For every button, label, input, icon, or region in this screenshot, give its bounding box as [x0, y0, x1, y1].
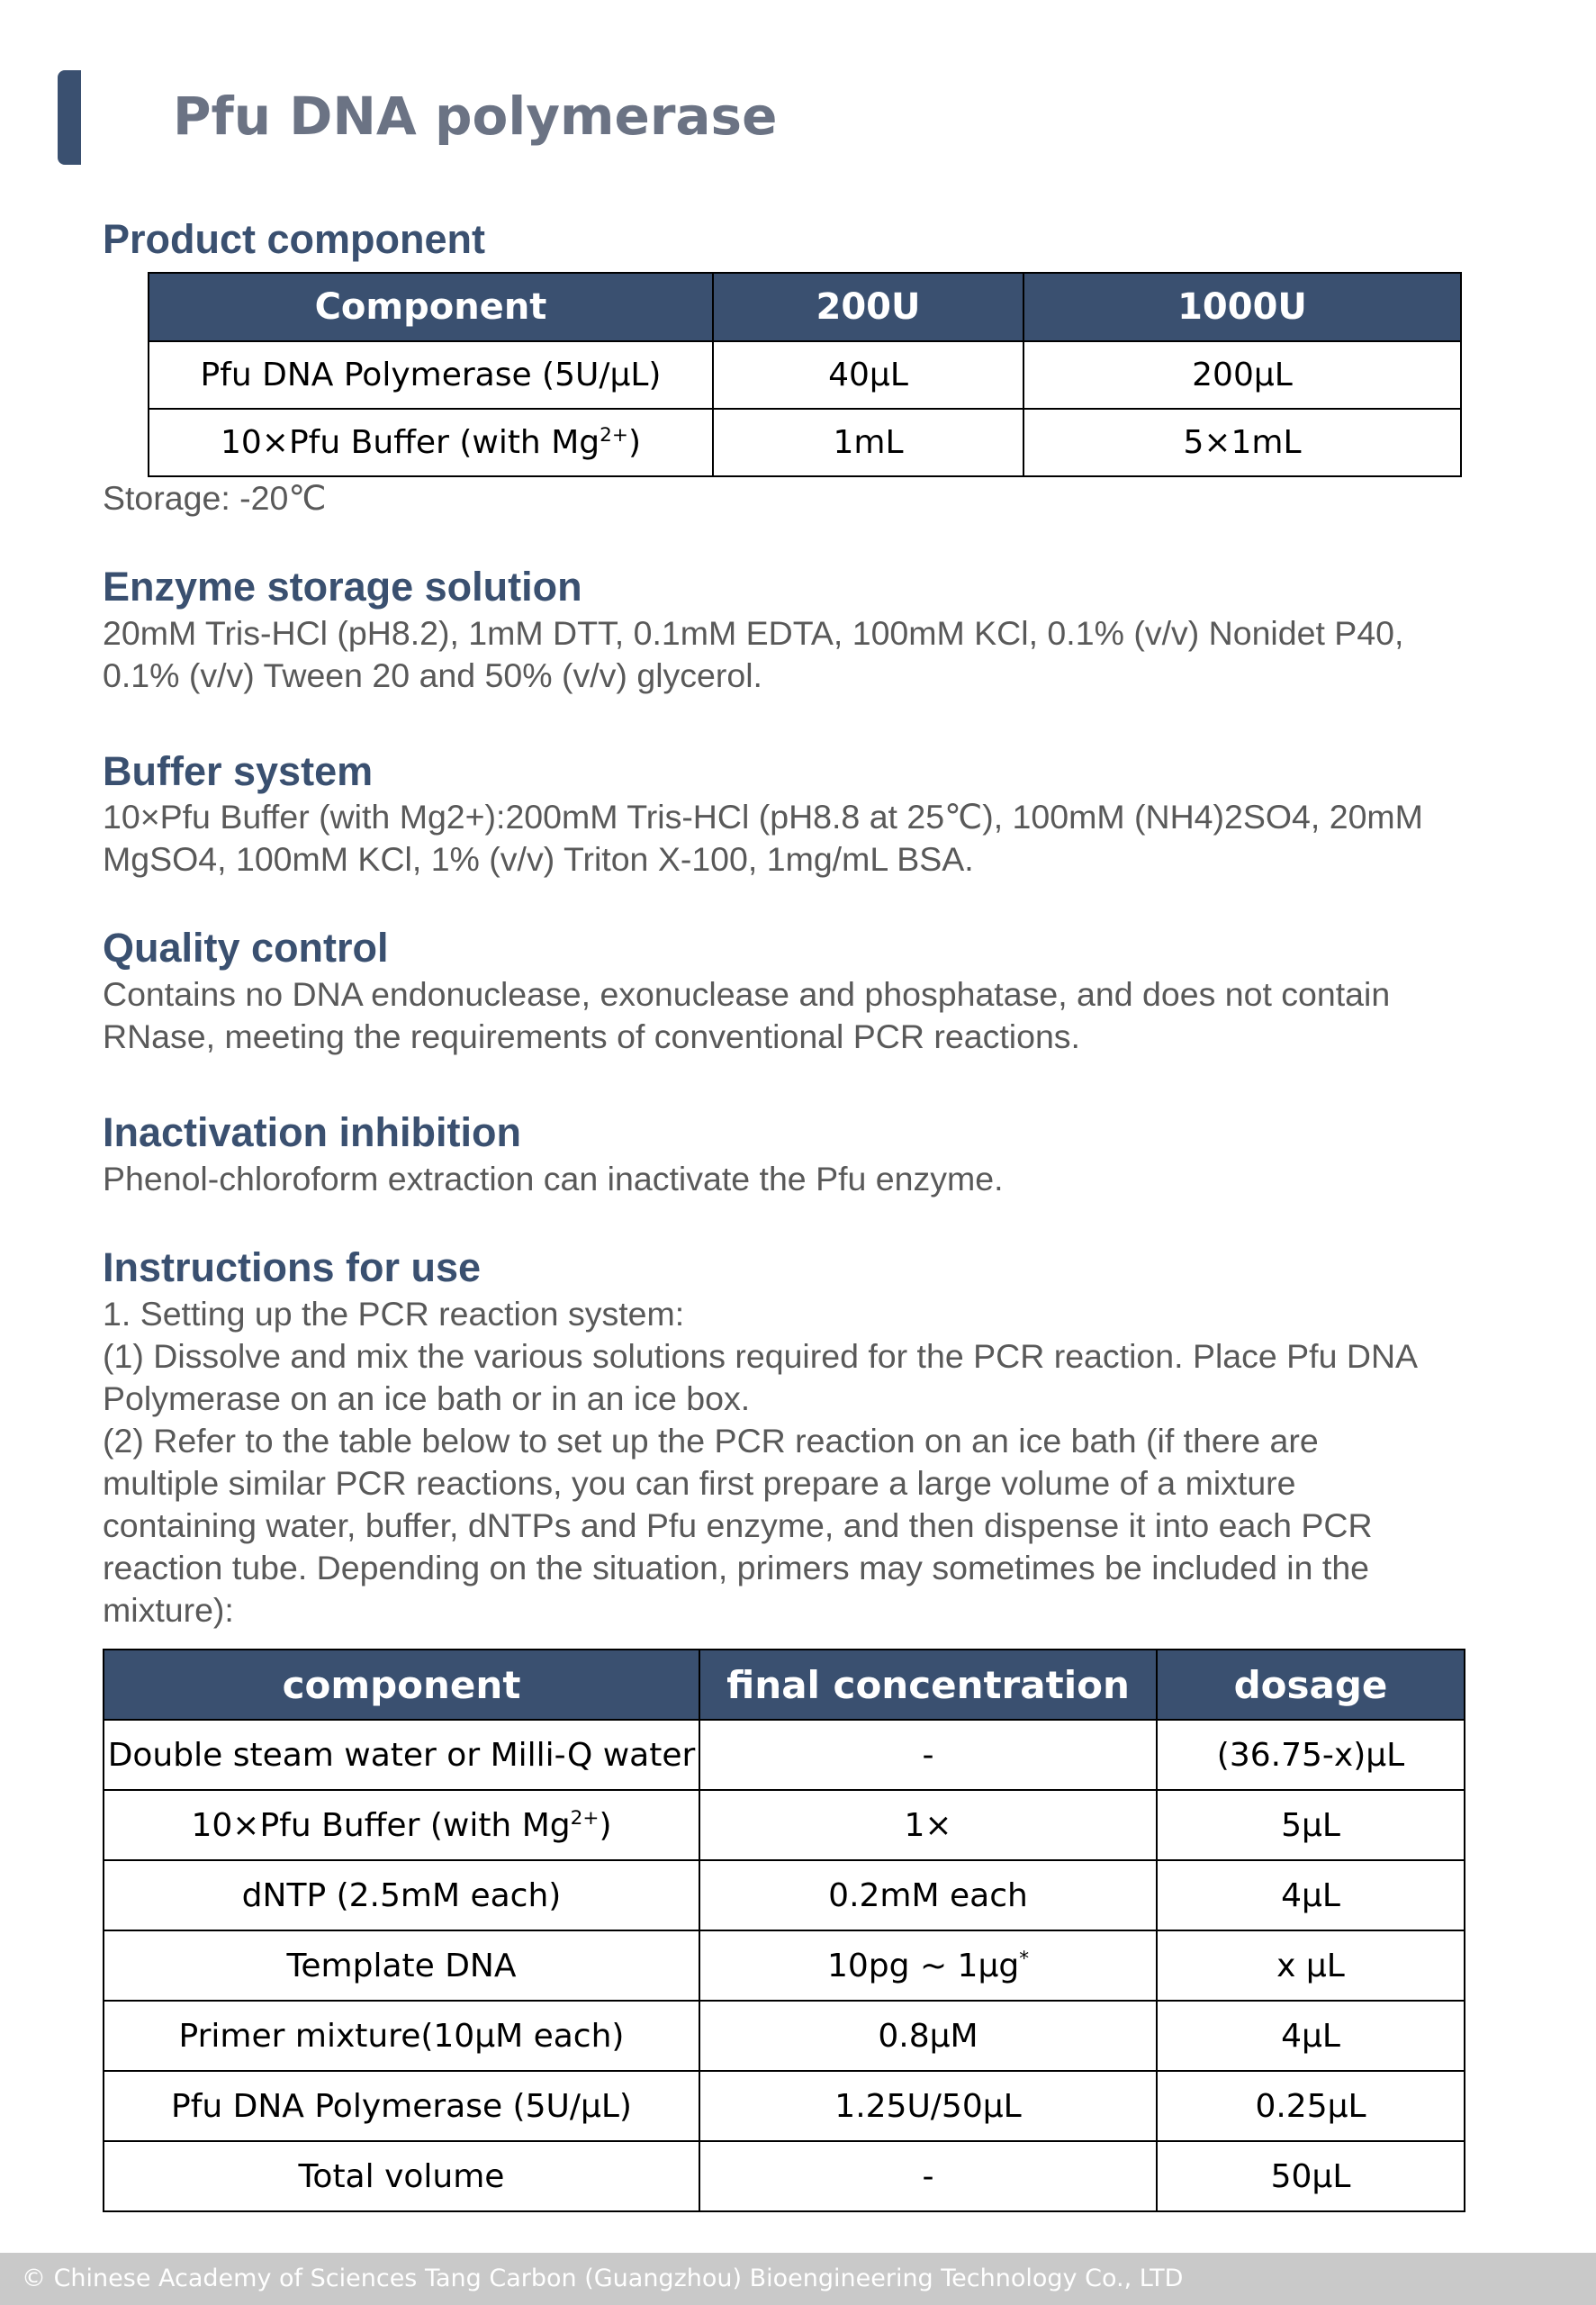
inactivation-heading: Inactivation inhibition [103, 1109, 521, 1155]
buffer-system-text: 10×Pfu Buffer (with Mg2+):200mM Tris-HCl (pH8.8 at 25℃), 100mM (NH4)2SO4, 20mM MgSO4, 100mM KCl, 1% (v/v) Triton X-100, 1mg/mL BSA. [103, 798, 1423, 878]
component-cell: dNTP (2.5mM each) [104, 1860, 699, 1930]
component-cell: Double steam water or Milli-Q water [104, 1720, 699, 1790]
concentration-cell: - [699, 2141, 1157, 2211]
table-header-row [149, 273, 1461, 341]
table-row [104, 2141, 1465, 2211]
table-row [149, 341, 1461, 409]
dosage-cell: x μL [1157, 1930, 1465, 2001]
table-row [104, 2071, 1465, 2141]
enzyme-storage-text: 20mM Tris-HCl (pH8.2), 1mM DTT, 0.1mM EDTA, 100mM KCl, 0.1% (v/v) Nonidet P40, 0.1% (v/v) Tween 20 and 50% (v/v) glycerol. [103, 614, 1404, 694]
product-component-heading: Product component [103, 216, 485, 262]
enzyme-storage-heading: Enzyme storage solution [103, 564, 582, 610]
column-header: dosage [1157, 1650, 1465, 1720]
amount-200u-cell: 1mL [713, 409, 1023, 476]
column-header: component [104, 1650, 699, 1720]
column-header: 1000U [1023, 273, 1461, 341]
amount-200u-cell: 40μL [713, 341, 1023, 409]
column-header: 200U [713, 273, 1023, 341]
component-cell: Pfu DNA Polymerase (5U/μL) [104, 2071, 699, 2141]
dosage-cell: 50μL [1157, 2141, 1465, 2211]
inactivation-text: Phenol-chloroform extraction can inactivate the Pfu enzyme. [103, 1160, 1004, 1198]
concentration-cell: 0.2mM each [699, 1860, 1157, 1930]
copyright-footer: © Chinese Academy of Sciences Tang Carbon (Guangzhou) Bioengineering Technology Co., LTD [0, 2253, 1596, 2305]
column-header: Component [149, 273, 713, 341]
table-row [104, 1720, 1465, 1790]
table-row [104, 1860, 1465, 1930]
dosage-cell: (36.75-x)μL [1157, 1720, 1465, 1790]
component-cell: Template DNA [104, 1930, 699, 2001]
quality-control-text: Contains no DNA endonuclease, exonuclease and phosphatase, and does not contain RNase, meeting the requirements of conventional PCR reactions. [103, 975, 1391, 1055]
dosage-cell: 4μL [1157, 1860, 1465, 1930]
amount-1000u-cell: 5×1mL [1023, 409, 1461, 476]
component-cell: 10×Pfu Buffer (with $Mg^{2+}$) [149, 409, 713, 476]
concentration-cell: - [699, 1720, 1157, 1790]
concentration-cell: 1× [699, 1790, 1157, 1860]
storage-note: Storage: -20℃ [103, 479, 327, 517]
title-accent-bar [58, 70, 81, 165]
dosage-cell: 5μL [1157, 1790, 1465, 1860]
buffer-system-heading: Buffer system [103, 748, 374, 794]
concentration-cell: 10pg ~ 1μg* [699, 1930, 1157, 2001]
instructions-heading: Instructions for use [103, 1244, 482, 1290]
component-cell: 10×Pfu Buffer (with $Mg^{2+}$) [104, 1790, 699, 1860]
table-row [104, 2001, 1465, 2071]
component-cell: Pfu DNA Polymerase (5U/μL) [149, 341, 713, 409]
component-cell: Total volume [104, 2141, 699, 2211]
component-cell: Primer mixture(10μM each) [104, 2001, 699, 2071]
dosage-cell: 4μL [1157, 2001, 1465, 2071]
table-row [104, 1930, 1465, 2001]
product-component-table [148, 272, 1462, 477]
document-title: Pfu DNA polymerase [173, 86, 778, 147]
amount-1000u-cell: 200μL [1023, 341, 1461, 409]
column-header: final concentration [699, 1650, 1157, 1720]
concentration-cell: 1.25U/50μL [699, 2071, 1157, 2141]
pcr-reaction-table [103, 1649, 1465, 2212]
table-row [104, 1790, 1465, 1860]
instructions-text: 1. Setting up the PCR reaction system: (1) Dissolve and mix the various solutions required for the PCR reaction. Place Pfu DNA Polymerase on an ice bath or in an ice box. (2) Refer to the table below to set up the PCR reaction on an ice bath (if there are multiple similar PCR reactions, you can first prepare a large volume of a mixture containing water, buffer, dNTPs and Pfu enzyme, and then dispense it into each PCR reaction tube. Depending on the situation, primers may sometimes be included in the mixture): [103, 1295, 1419, 1629]
quality-control-heading: Quality control [103, 925, 389, 971]
concentration-cell: 0.8μM [699, 2001, 1157, 2071]
table-row [149, 409, 1461, 476]
dosage-cell: 0.25μL [1157, 2071, 1465, 2141]
table-header-row [104, 1650, 1465, 1720]
